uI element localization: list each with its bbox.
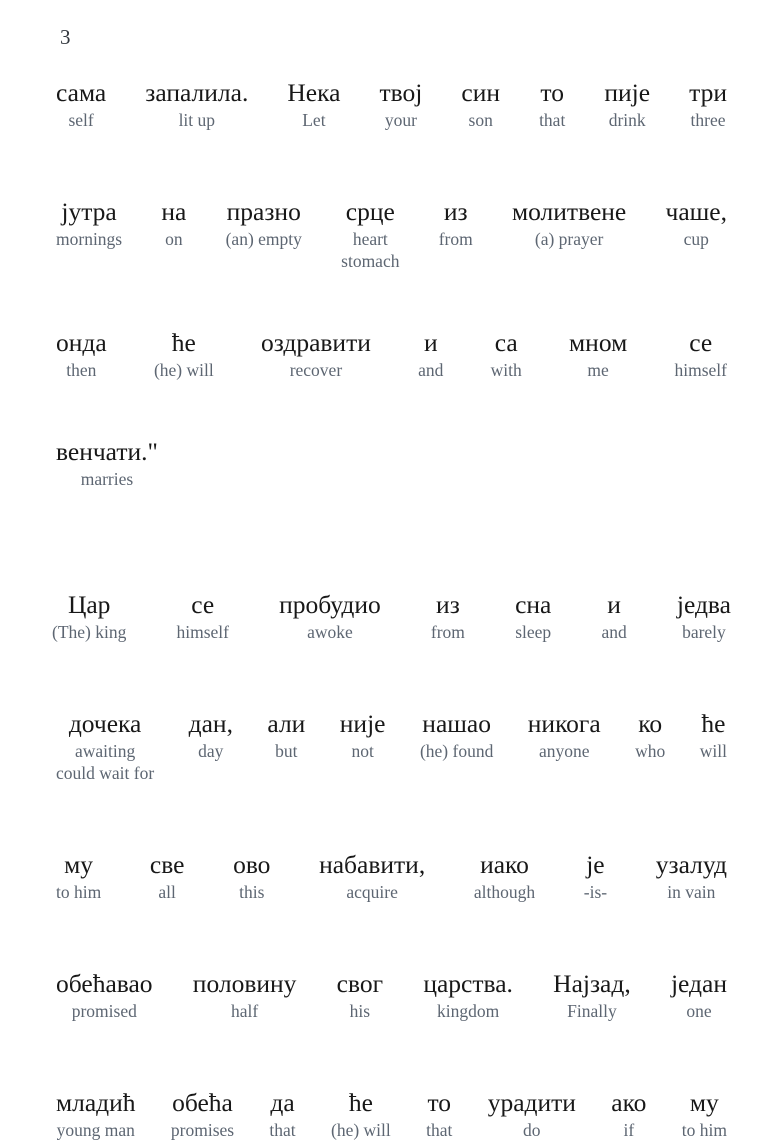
gloss-translation: (an) empty [225,229,302,249]
gloss-word-unit [52,590,126,643]
gloss-word-unit [420,709,493,762]
source-word: једва [676,590,731,619]
source-word: свог [336,969,384,998]
line-spacer [0,903,779,969]
gloss-translation: although [473,882,536,902]
gloss-translation: day [198,741,224,761]
gloss-translation: that [269,1120,296,1140]
gloss-translation: then [66,360,97,380]
gloss-translation: this [239,882,265,902]
source-word: ће [701,709,726,738]
gloss-translation: and [418,360,444,380]
gloss-word-unit [539,78,565,131]
gloss-word-unit [189,709,233,762]
gloss-translation: lit up [178,110,216,130]
gloss-translation: me [587,360,609,380]
gloss-word-unit [56,437,158,490]
source-word: молитвене [512,197,627,226]
source-word: никога [527,709,601,738]
source-word: твој [379,78,423,107]
gloss-word-unit [426,1088,452,1141]
gloss-translation: (he) will [331,1120,391,1140]
source-word: ће [348,1088,373,1117]
source-word: младић [56,1088,136,1117]
source-word: се [689,328,713,357]
gloss-translation: anyone [538,741,590,761]
gloss-translation: in vain [667,882,716,902]
gloss-translation: Finally [567,1001,617,1021]
gloss-translation: acquire [346,882,398,902]
source-word: дан, [188,709,233,738]
gloss-translation: young man [56,1120,135,1140]
source-word: узалуд [655,850,727,879]
gloss-word-unit [666,197,727,250]
gloss-translation: all [158,882,176,902]
gloss-word-unit [488,1088,576,1141]
gloss-translation: (he) will [153,360,214,380]
gloss-line [0,590,779,643]
source-word: на [161,197,187,226]
source-word: сна [515,590,552,619]
source-word: ако [611,1088,647,1117]
source-word: срце [345,197,395,226]
gloss-word-unit [682,1088,727,1141]
source-word: иако [480,850,529,879]
gloss-line [0,78,779,131]
source-word: из [443,197,468,226]
source-word: набавити, [319,850,426,879]
gloss-line [0,1088,779,1141]
gloss-word-unit [474,850,535,903]
gloss-word-unit [56,78,106,131]
gloss-translation: marries [80,469,134,489]
gloss-word-unit [491,328,522,381]
line-spacer [0,381,779,437]
gloss-translation: kingdom [437,1001,500,1021]
gloss-word-unit [337,969,383,1022]
gloss-word-unit [331,1088,391,1141]
gloss-word-unit [553,969,631,1022]
gloss-translation-alt: stomach [341,251,400,271]
gloss-word-unit [279,590,381,643]
page-number: 3 [60,25,71,49]
source-word: онда [56,328,107,357]
gloss-translation: heart [352,229,388,249]
gloss-translation: to him [681,1120,727,1140]
gloss-word-unit [56,969,153,1022]
gloss-translation: with [490,360,522,380]
source-word: један [670,969,727,998]
gloss-word-unit [439,197,473,250]
gloss-word-unit [226,197,302,250]
gloss-translation: promised [71,1001,137,1021]
gloss-word-unit [431,590,465,643]
gloss-word-unit [267,709,305,762]
source-word: му [689,1088,719,1117]
source-word: царства. [423,969,513,998]
gloss-word-unit [611,1088,646,1141]
gloss-word-unit [56,328,107,381]
gloss-word-unit [528,709,601,762]
source-word: Цар [67,590,111,619]
gloss-line [0,969,779,1022]
gloss-translation: not [351,741,374,761]
line-spacer [0,131,779,197]
source-word: није [339,709,386,738]
gloss-translation: your [384,110,417,130]
line-spacer [0,784,779,850]
gloss-translation: his [349,1001,371,1021]
source-word: мном [569,328,628,357]
source-word: то [427,1088,452,1117]
source-word: чаше, [665,197,727,226]
line-spacer [0,490,779,590]
source-word: Нека [287,78,341,107]
gloss-translation: sleep [515,622,552,642]
gloss-translation: who [635,741,666,761]
gloss-line [0,437,779,490]
source-word: обећавао [56,969,153,998]
gloss-translation: on [165,229,183,249]
source-word: урадити [487,1088,576,1117]
source-word: али [267,709,306,738]
source-word: и [423,328,438,357]
gloss-word-unit [56,709,154,784]
gloss-translation: promises [170,1120,235,1140]
source-word: сама [56,78,107,107]
gloss-translation: from [430,622,465,642]
gloss-translation: to him [56,882,102,902]
source-word: је [586,850,605,879]
gloss-word-unit [269,1088,295,1141]
gloss-translation: Let [302,110,326,130]
source-word: син [461,78,501,107]
gloss-translation: (a) prayer [534,229,604,249]
source-word: оздравити [260,328,371,357]
source-word: и [607,590,621,619]
gloss-translation: and [601,622,627,642]
line-spacer [0,272,779,328]
source-word: половину [192,969,297,998]
gloss-word-unit [176,590,229,643]
gloss-word-unit [319,850,425,903]
gloss-word-unit [584,850,607,903]
gloss-line [0,328,779,381]
gloss-word-unit [512,197,626,250]
source-word: Најзад, [553,969,631,998]
gloss-translation: will [699,741,727,761]
gloss-translation: do [523,1120,541,1140]
gloss-translation: drink [608,110,646,130]
gloss-translation: that [426,1120,453,1140]
source-word: јутра [61,197,117,226]
gloss-word-unit [56,197,122,250]
source-word: се [191,590,215,619]
source-word: све [149,850,185,879]
gloss-word-unit [689,78,727,131]
source-word: дочека [68,709,142,738]
gloss-translation: himself [674,360,727,380]
line-spacer [0,643,779,709]
source-word: да [270,1088,295,1117]
gloss-translation: that [539,110,566,130]
source-word: венчати." [56,437,158,466]
gloss-word-unit [193,969,297,1022]
source-word: са [494,328,518,357]
gloss-word-unit [56,1088,136,1141]
line-spacer [0,1022,779,1088]
gloss-line [0,197,779,272]
source-word: ће [171,328,196,357]
gloss-word-unit [677,590,731,643]
gloss-word-unit [340,709,386,762]
gloss-translation: if [623,1120,635,1140]
gloss-word-unit [601,590,626,643]
gloss-translation: recover [289,360,343,380]
gloss-translation: from [438,229,473,249]
source-word: нашао [422,709,491,738]
gloss-translation: awaiting [74,741,136,761]
source-word: ово [233,850,271,879]
gloss-translation: (he) found [419,741,494,761]
gloss-translation: awoke [307,622,353,642]
gloss-translation: but [275,741,298,761]
gloss-word-unit [674,328,727,381]
gloss-translation: mornings [56,229,123,249]
source-word: то [540,78,564,107]
interlinear-text-body [0,78,779,1141]
gloss-word-unit [423,969,513,1022]
gloss-word-unit [379,78,422,131]
gloss-word-unit [515,590,551,643]
gloss-word-unit [341,197,399,272]
source-word: ко [638,709,663,738]
gloss-word-unit [418,328,443,381]
gloss-word-unit [700,709,727,762]
gloss-word-unit [56,850,101,903]
gloss-translation: -is- [583,882,608,902]
gloss-line [0,850,779,903]
gloss-translation: himself [176,622,229,642]
source-word: пробудио [279,590,381,619]
gloss-translation: (The) king [52,622,127,642]
gloss-word-unit [261,328,371,381]
gloss-translation: half [231,1001,259,1021]
gloss-translation: cup [683,229,709,249]
source-word: три [689,78,727,107]
gloss-word-unit [171,1088,234,1141]
gloss-translation-alt: could wait for [56,763,155,783]
gloss-line [0,709,779,784]
gloss-translation: self [68,110,94,130]
gloss-word-unit [604,78,650,131]
gloss-translation: barely [682,622,726,642]
source-word: из [436,590,460,619]
gloss-word-unit [569,328,627,381]
gloss-word-unit [233,850,270,903]
gloss-translation: son [468,110,493,130]
gloss-word-unit [671,969,727,1022]
source-word: пије [604,78,651,107]
source-word: празно [226,197,301,226]
gloss-word-unit [154,328,214,381]
gloss-word-unit [287,78,340,131]
gloss-word-unit [635,709,665,762]
gloss-translation: one [686,1001,712,1021]
source-word: му [64,850,94,879]
gloss-word-unit [656,850,727,903]
gloss-word-unit [150,850,185,903]
source-word: обећа [172,1088,233,1117]
gloss-word-unit [461,78,500,131]
gloss-word-unit [161,197,186,250]
gloss-word-unit [145,78,248,131]
source-word: запалила. [145,78,249,107]
gloss-translation: three [690,110,726,130]
